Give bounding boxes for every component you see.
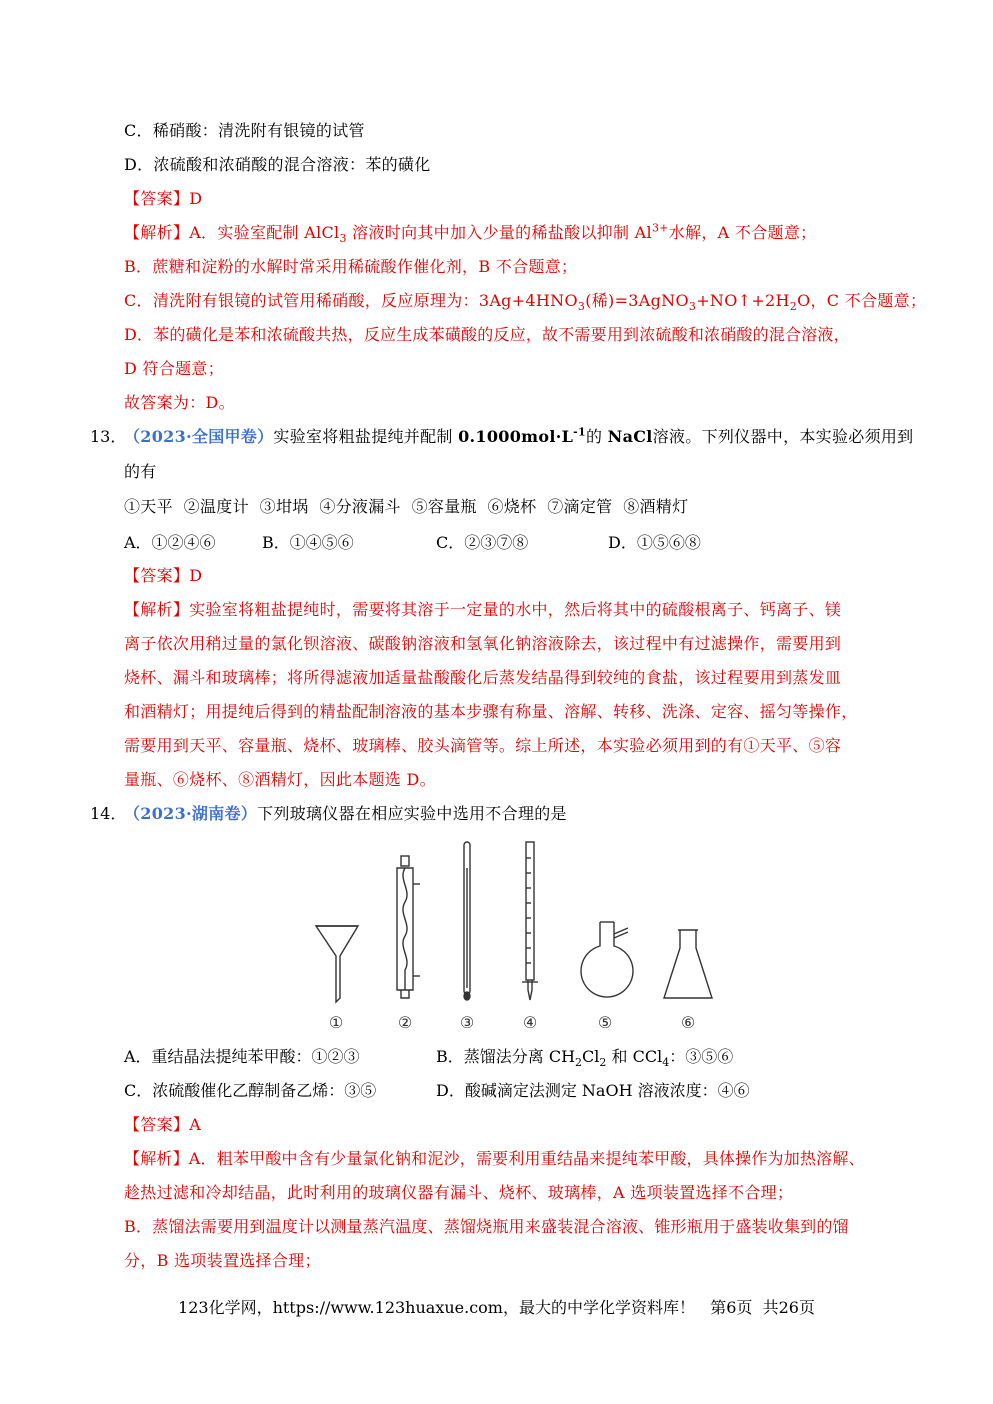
q12-analysis-b: B．蔗糖和淀粉的水解时常采用稀硫酸作催化剂，B 不合题意； [124,257,578,276]
superscript: 3+ [651,221,669,235]
q12-analysis-d-line1: D．苯的磺化是苯和浓硫酸共热，反应生成苯磺酸的反应，故不需要用到浓硫酸和浓硝酸的混合溶液， [124,325,850,344]
q13-option-b: B．①④⑤⑥ [262,533,354,552]
subscript: 3 [339,232,347,246]
subscript: 3 [688,300,697,314]
option-text: Cl [582,1047,600,1066]
q12-option-d: D．浓硫酸和浓硝酸的混合溶液：苯的磺化 [124,155,431,174]
q13-number: 13． [90,427,127,446]
analysis-text: (稀)=3AgNO [585,291,689,310]
stem-text: 溶液。下列仪器中，本实验必须用到 [652,427,914,446]
option-text: ：③⑤⑥ [669,1047,734,1066]
analysis-text: 溶液时向其中加入少量的稀盐酸以抑制 Al [346,223,652,242]
funnel-icon [316,926,358,1002]
option-text: 和 CCl [606,1047,663,1066]
q14-analysis-2: 趁热过滤和冷却结晶，此时利用的玻璃仪器有漏斗、烧杯、玻璃棒，A 选项装置选择不合理； [124,1183,794,1202]
conical-flask-icon [664,930,712,998]
figure-label-5: ⑤ [597,1013,613,1032]
analysis-text: 水解，A 不合题意； [668,223,817,242]
q13-source: （2023·全国甲卷） [124,427,274,446]
q12-option-c: C．稀硝酸：清洗附有银镜的试管 [124,121,365,140]
option-text: B．蒸馏法分离 CH [436,1047,576,1066]
q14-option-c: C．浓硫酸催化乙醇制备乙烯：③⑤ [124,1081,377,1100]
page-footer: 123化学网，https://www.123huaxue.com，最大的中学化学资料库！ 第6页 共26页 [178,1298,815,1317]
q13-items: ①天平 ②温度计 ③坩埚 ④分液漏斗 ⑤容量瓶 ⑥烧杯 ⑦滴定管 ⑧酒精灯 [124,497,689,516]
q12-conclusion: 故答案为：D。 [124,393,235,412]
q14-number: 14． [90,804,127,823]
q13-analysis-2: 离子依次用稍过量的氯化钡溶液、碳酸钠溶液和氢氧化钠溶液除去，该过程中有过滤操作，需要用到 [124,634,842,653]
glassware-figure [300,838,720,1038]
q12-analysis-c [124,291,927,314]
q14-analysis-3: B．蒸馏法需要用到温度计以测量蒸汽温度、蒸馏烧瓶用来盛装混合溶液、锥形瓶用于盛装收集到的馏 [124,1217,849,1236]
q14-option-b [436,1047,734,1070]
subscript: 2 [789,300,798,314]
q14-analysis-4: 分，B 选项装置选择合理； [124,1251,321,1270]
q14-analysis-1: 【解析】A．粗苯甲酸中含有少量氯化钠和泥沙，需要利用重结晶来提纯苯甲酸，具体操作为加热溶解、 [124,1149,865,1168]
q12-analysis-d-line2: D 符合题意； [124,359,225,378]
stem-text: 的 [585,427,608,446]
analysis-text: +NO↑+2H [696,291,790,310]
stem-text: 下列玻璃仪器在相应实验中选用不合理的是 [257,804,567,823]
concentration: 0.1000mol·L [458,427,574,446]
analysis-label: 【解析】 [124,223,190,242]
q14-option-d: D．酸碱滴定法测定 NaOH 溶液浓度：④⑥ [436,1081,750,1100]
q13-stem-line1 [124,427,913,447]
q13-analysis-6: 量瓶、⑥烧杯、⑧酒精灯，因此本题选 D。 [124,770,436,789]
figure-label-3: ③ [459,1013,475,1032]
analysis-text: C．清洗附有银镜的试管用稀硝酸，反应原理为：3Ag+4HNO [124,291,578,310]
q13-analysis-4: 和酒精灯；用提纯后得到的精盐配制溶液的基本步骤有称量、溶解、转移、洗涤、定容、摇匀等操作， [124,702,858,721]
burette-icon [522,842,538,1000]
formula: NaCl [607,427,653,446]
stem-text: 实验室将粗盐提纯并配制 [273,427,459,446]
q14-answer: 【答案】A [124,1115,202,1134]
subscript: 4 [662,1056,670,1070]
q13-answer: 【答案】D [124,566,203,585]
subscript: 2 [599,1056,607,1070]
condenser-icon [397,856,420,998]
q13-option-a: A．①②④⑥ [124,533,216,552]
figure-label-2: ② [397,1013,413,1032]
figure-label-1: ① [328,1013,344,1032]
q12-answer: 【答案】D [124,189,203,208]
distillation-flask-icon [581,922,633,997]
figure-label-6: ⑥ [680,1013,696,1032]
superscript: -1 [573,425,586,439]
q14-option-a: A．重结晶法提纯苯甲酸：①②③ [124,1047,360,1066]
analysis-text: A．实验室配制 AlCl [189,223,340,242]
subscript: 2 [575,1056,583,1070]
analysis-text: O，C 不合题意； [797,291,927,310]
q13-analysis-3: 烧杯、漏斗和玻璃棒；将所得滤液加适量盐酸酸化后蒸发结晶得到较纯的食盐，该过程要用到蒸发皿 [124,668,842,687]
q14-stem [124,804,567,824]
q13-stem-line2: 的有 [124,462,157,481]
subscript: 3 [577,300,586,314]
q14-source: （2023·湖南卷） [124,804,258,823]
thermometer-icon [464,842,470,1000]
q13-analysis-5: 需要用到天平、容量瓶、烧杯、玻璃棒、胶头滴管等。综上所述，本实验必须用到的有①天平、⑤容 [124,736,842,755]
q13-option-c: C．②③⑦⑧ [436,533,529,552]
q13-option-d: D．①⑤⑥⑧ [608,533,701,552]
q12-analysis-a [124,221,817,246]
figure-label-4: ④ [522,1013,538,1032]
q13-analysis-1: 【解析】实验室将粗盐提纯时，需要将其溶于一定量的水中，然后将其中的硫酸根离子、钙离子、镁 [124,600,842,619]
